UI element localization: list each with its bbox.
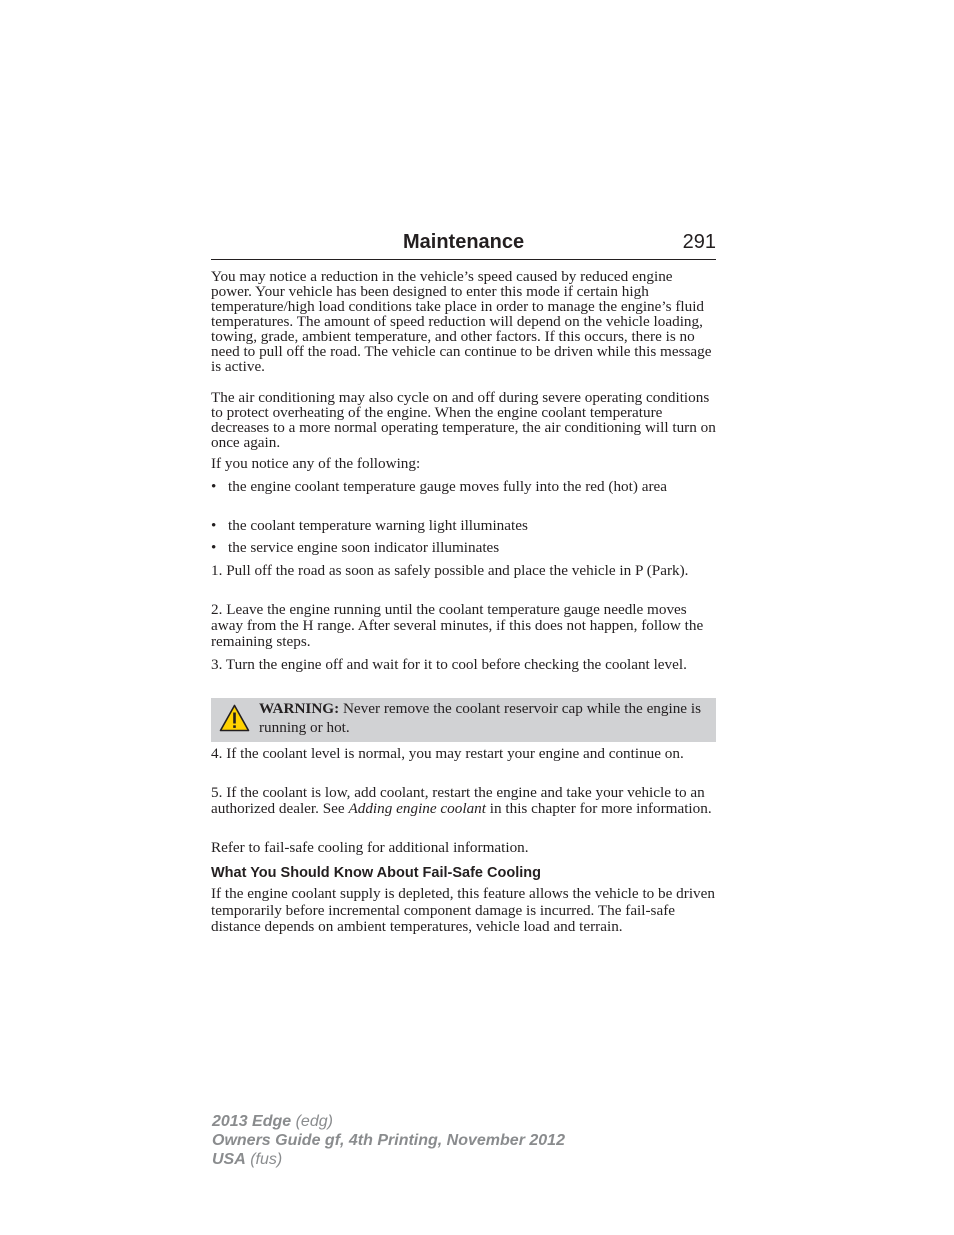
- paragraph-fail-safe: If the engine coolant supply is depleted, this feature allows the vehicle to be driven temporarily before incremental component damage is incurred. The fail-safe distance depends on ambient temperatures, vehicle load and terrain.: [211, 885, 715, 935]
- section-title: Maintenance: [403, 231, 525, 253]
- warning-label: WARNING:: [259, 700, 340, 717]
- footer-region: USA: [212, 1151, 246, 1168]
- step-1: 1. Pull off the road as soon as safely possible and place the vehicle in P (Park).: [211, 562, 689, 579]
- page-header: [211, 228, 716, 260]
- bullet-dot: •: [211, 517, 217, 534]
- list-item-text: the service engine soon indicator illuminates: [228, 539, 500, 556]
- list-item: [211, 518, 716, 534]
- warning-triangle-icon: [219, 704, 250, 735]
- paragraph-refer: Refer to fail-safe cooling for additional information.: [211, 839, 529, 856]
- list-item-text: the engine coolant temperature gauge moves fully into the red (hot) area: [228, 478, 667, 495]
- list-item-text: the coolant temperature warning light illuminates: [228, 517, 528, 534]
- paragraph-notice-intro: If you notice any of the following:: [211, 455, 421, 472]
- step-5: [211, 785, 716, 834]
- step-5-text-end: in this chapter for more information.: [485, 800, 712, 817]
- paragraph-air-conditioning: The air conditioning may also cycle on and off during severe operating conditions to protect overheating of the engine. When the engine coolant temperature decreases to a more normal operating temperature, the air conditioning will turn on once again.: [211, 389, 716, 451]
- step-4: 4. If the coolant level is normal, you may restart your engine and continue on.: [211, 745, 684, 762]
- warning-box: [211, 698, 716, 742]
- adding-engine-coolant-reference: Adding engine coolant: [348, 800, 486, 817]
- page-content: [211, 268, 716, 936]
- page-number: 291: [682, 231, 716, 253]
- footer-line-model: [212, 1112, 565, 1131]
- step-5-text: 5. If the coolant is low, add coolant, restart the engine and take your vehicle to an authorized dealer. See: [211, 784, 705, 817]
- page-footer: [212, 1112, 565, 1169]
- bullet-dot: •: [211, 539, 217, 556]
- footer-line-region: [212, 1150, 565, 1169]
- list-item: [211, 479, 716, 511]
- warning-text: [259, 699, 707, 737]
- warning-body: Never remove the coolant reservoir cap while the engine is running or hot.: [259, 700, 701, 736]
- list-item: [211, 540, 716, 556]
- symptom-list: [211, 479, 716, 556]
- footer-region-code: (fus): [245, 1151, 283, 1168]
- step-2: 2. Leave the engine running until the coolant temperature gauge needle moves away from the H range. After several minutes, if this does not happen, follow the remaining steps.: [211, 601, 704, 650]
- footer-model-code: (edg): [291, 1113, 333, 1130]
- subheading-fail-safe-cooling: What You Should Know About Fail-Safe Cooling: [211, 865, 541, 881]
- footer-printing: Owners Guide gf, 4th Printing, November 2012: [212, 1132, 565, 1149]
- step-3: 3. Turn the engine off and wait for it to cool before checking the coolant level.: [211, 656, 687, 673]
- footer-model: 2013 Edge: [212, 1113, 292, 1130]
- bullet-dot: •: [211, 478, 217, 495]
- paragraph-reduced-power: You may notice a reduction in the vehicle’s speed caused by reduced engine power. Your vehicle has been designed to enter this mode if certain high temperature/high load conditions take place in order to manage the engine’s fluid temperatures. The amount of speed reduction will depend on the vehicle loading, towing, grade, ambient temperature, and other factors. If this occurs, there is no need to pull off the road. The vehicle can continue to be driven while this message is active.: [211, 268, 712, 375]
